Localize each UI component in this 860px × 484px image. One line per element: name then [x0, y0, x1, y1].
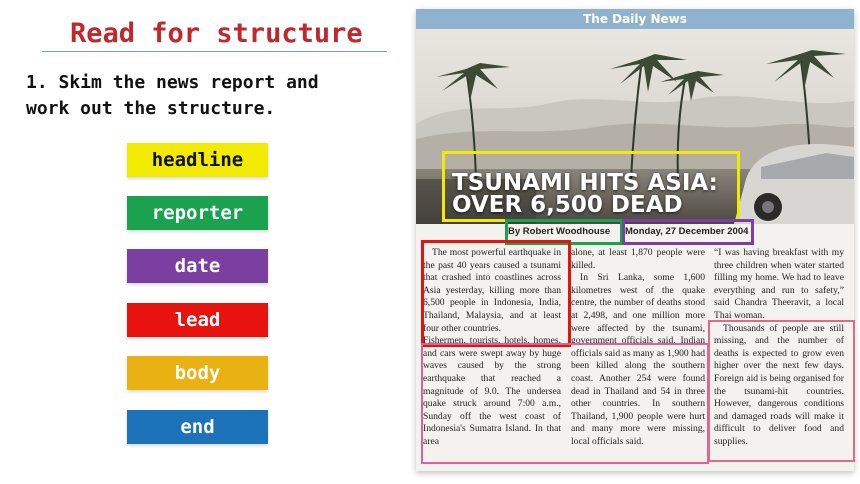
- body-paragraph-2a: alone, at least 1,870 people were killed.: [571, 247, 705, 271]
- body-paragraph-2b: In Sri Lanka, some 1,600 kilometres west of the quake centre, the number of deaths stood at 2,498, and one million more were affected by the tsunami, government officials said. Indian officials said as many as 1,900 had been killed along the southern coast. Another 254 were found dead in Thailand and 54 in three other countries. In southern Thailand, 1,900 people were hurt and many more were missing, local officials said.: [571, 272, 705, 447]
- article-column-2: [571, 247, 705, 449]
- article-column-1: [423, 247, 561, 449]
- report-date: Monday, 27 December 2004: [625, 225, 749, 237]
- tag-end[interactable]: end: [127, 410, 268, 444]
- lead-paragraph: The most powerful earthquake in the past 40 years caused a tsunami that crashed into coastlines across Asia yesterday, killing more than 6,500 people in Indonesia, India, Thailand, Malaysia, and at least four other countries.: [423, 247, 561, 334]
- task-instruction: 1. Skim the news report and work out the structure.: [26, 72, 319, 119]
- newspaper-masthead: The Daily News: [416, 9, 854, 29]
- article-column-3: [714, 247, 844, 449]
- title-underline: [42, 51, 387, 52]
- tag-date[interactable]: date: [127, 249, 268, 283]
- tag-headline[interactable]: headline: [127, 143, 268, 177]
- news-report: [416, 9, 854, 471]
- tag-lead[interactable]: lead: [127, 303, 268, 337]
- tag-body[interactable]: body: [127, 356, 268, 390]
- reporter-byline: By Robert Woodhouse: [508, 225, 611, 237]
- newspaper-headline: TSUNAMI HITS ASIA: OVER 6,500 DEAD: [452, 170, 718, 218]
- tag-reporter[interactable]: reporter: [127, 196, 268, 230]
- quote-paragraph: “I was having breakfast with my three children when water started filling my home. We had to leave everything and run to safety,” said Chandra Theeravit, a local Thai woman.: [714, 247, 844, 321]
- body-paragraph-1: Fishermen, tourists, hotels, homes, and cars were swept away by huge waves caused by the strong earthquake that reached a magnitude of 9.0. The undersea quake struck around 7:00 a.m., Sunday off the west coast of Indonesia's Sumatra Island. In that area: [423, 335, 561, 447]
- end-paragraph: Thousands of people are still missing, and the number of deaths is expected to grow even higher over the next few days. Foreign aid is being organised for the tsunami-hit countries. However, dangerous conditions and damaged roads will make it difficult to deliver food and supplies.: [714, 322, 844, 447]
- slide-title: Read for structure: [70, 18, 363, 49]
